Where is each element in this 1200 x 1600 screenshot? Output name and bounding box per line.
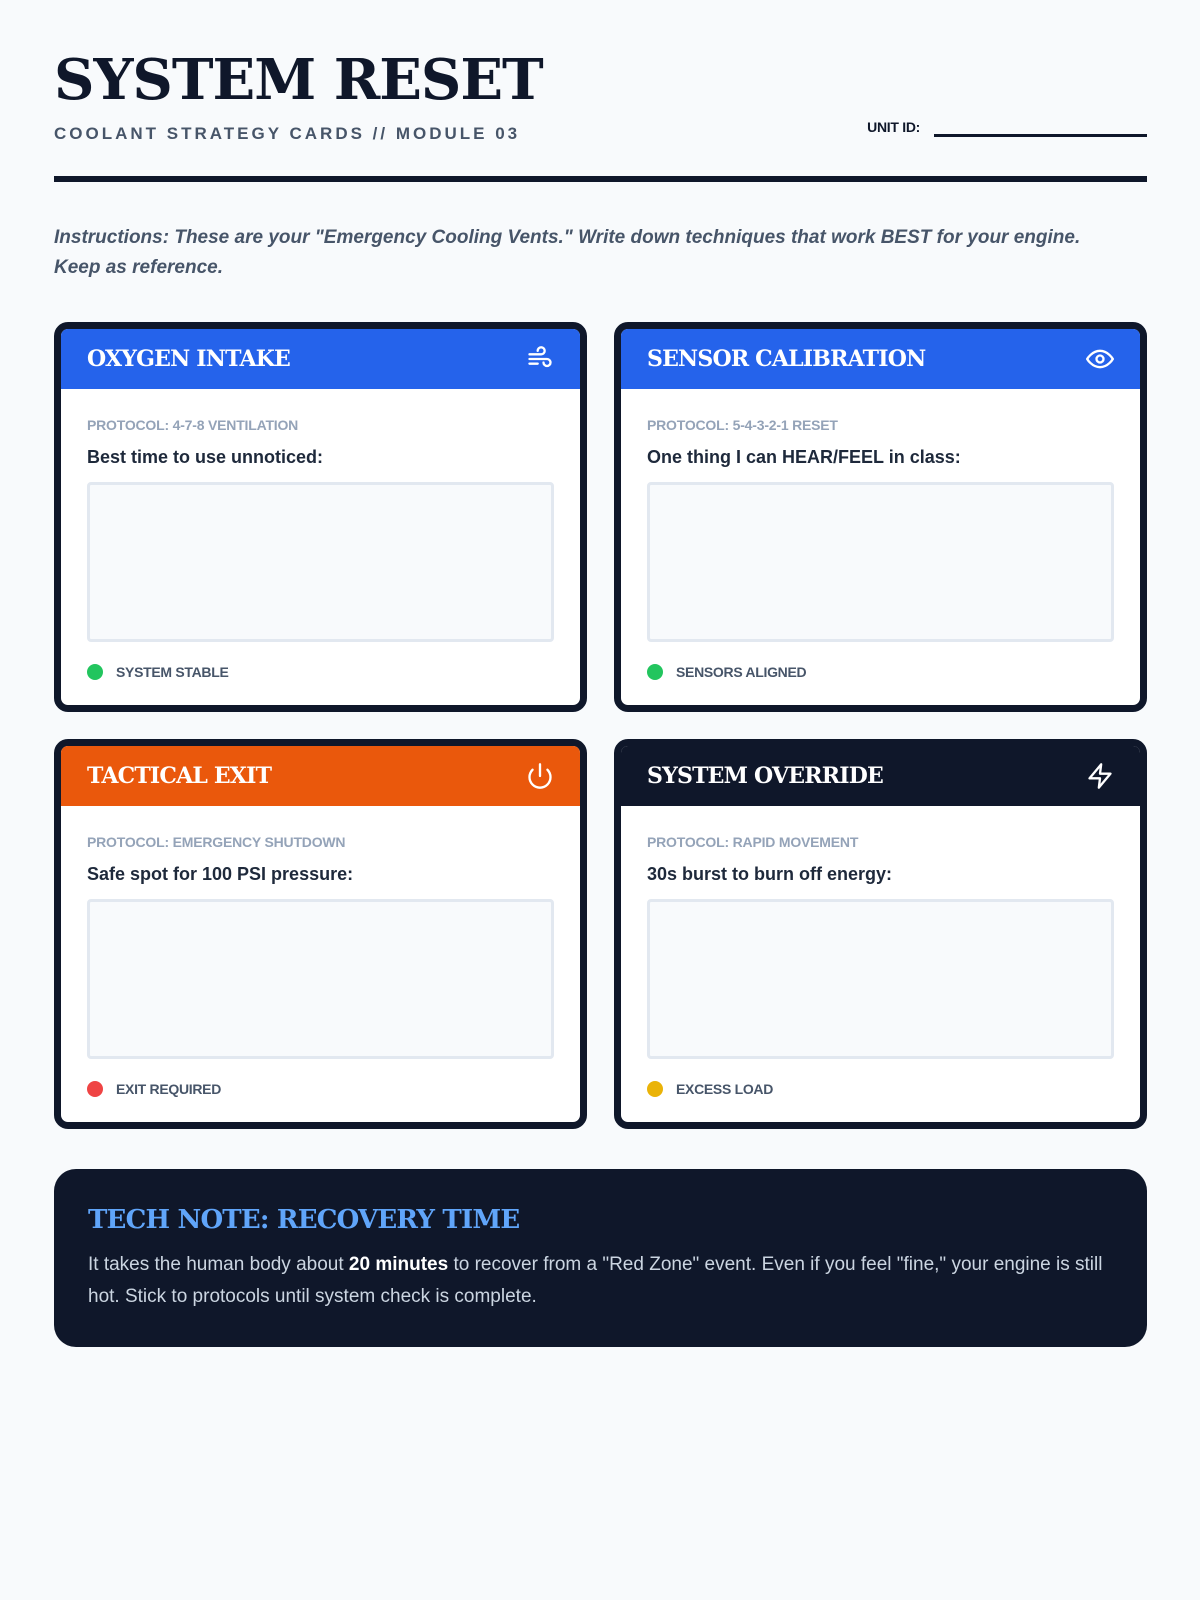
card-protocol: PROTOCOL: RAPID MOVEMENT (647, 834, 859, 850)
tech-note-text (88, 1249, 1113, 1313)
card-body (621, 389, 1140, 680)
card-prompt: Best time to use unnoticed: (87, 447, 324, 467)
card-body (621, 806, 1140, 1097)
status-indicator (647, 664, 1114, 680)
tech-note-panel (54, 1169, 1147, 1347)
tech-note-title: TECH NOTE: RECOVERY TIME (88, 1205, 520, 1235)
card-sensor-calibration (614, 322, 1147, 712)
tech-note-text-start: It takes the human body about (88, 1254, 349, 1275)
page-subtitle: COOLANT STRATEGY CARDS // MODULE 03 (54, 124, 521, 143)
unit-id-blank[interactable] (934, 134, 1147, 137)
card-protocol: PROTOCOL: 4-7-8 VENTILATION (87, 417, 299, 433)
eye-icon (1086, 345, 1114, 373)
answer-box[interactable] (87, 482, 554, 642)
card-prompt: 30s burst to burn off energy: (647, 864, 893, 884)
answer-box[interactable] (87, 899, 554, 1059)
card-prompt: One thing I can HEAR/FEEL in class: (647, 447, 961, 467)
status-dot (87, 664, 103, 680)
tech-note-emphasis: 20 minutes (348, 1254, 449, 1275)
status-indicator (87, 1081, 554, 1097)
card-body (61, 806, 580, 1097)
tech-note-text-end: to recover from a "Red Zone" event. Even if you feel "fine," your engine is still hot. Stick to protocols until system check is complete. (88, 1254, 1103, 1307)
card-title: TACTICAL EXIT (87, 763, 272, 789)
status-dot (87, 1081, 103, 1097)
card-title: SENSOR CALIBRATION (647, 346, 926, 372)
status-text: EXIT REQUIRED (116, 1081, 222, 1097)
page-header (54, 0, 1147, 183)
status-text: EXCESS LOAD (676, 1081, 774, 1097)
status-indicator (87, 664, 554, 680)
card-system-override (614, 739, 1147, 1129)
status-text: SENSORS ALIGNED (676, 664, 807, 680)
header-divider (54, 176, 1147, 182)
card-protocol: PROTOCOL: EMERGENCY SHUTDOWN (87, 834, 346, 850)
unit-id-field (867, 119, 1147, 135)
card-tactical-exit (54, 739, 587, 1129)
lightning-icon (1086, 762, 1114, 790)
card-title: OXYGEN INTAKE (87, 346, 291, 372)
status-dot (647, 1081, 663, 1097)
instructions-text: Instructions: These are your "Emergency Cooling Vents." Write down techniques that work BEST for your engine. Keep as reference. (54, 227, 1081, 278)
card-body (61, 389, 580, 680)
worksheet-page (54, 0, 1147, 1307)
card-header (621, 746, 1140, 806)
card-protocol: PROTOCOL: 5-4-3-2-1 RESET (647, 417, 838, 433)
answer-box[interactable] (647, 482, 1114, 642)
card-header (61, 746, 580, 806)
power-icon (526, 762, 554, 790)
card-header (61, 329, 580, 389)
card-title: SYSTEM OVERRIDE (647, 763, 883, 789)
card-header (621, 329, 1140, 389)
wind-icon (526, 345, 554, 373)
page-title: SYSTEM RESET (54, 47, 543, 113)
status-text: SYSTEM STABLE (116, 664, 229, 680)
card-oxygen-intake (54, 322, 587, 712)
status-dot (647, 664, 663, 680)
answer-box[interactable] (647, 899, 1114, 1059)
unit-id-label: UNIT ID: (867, 119, 920, 135)
status-indicator (647, 1081, 1114, 1097)
card-prompt: Safe spot for 100 PSI pressure: (87, 864, 354, 884)
